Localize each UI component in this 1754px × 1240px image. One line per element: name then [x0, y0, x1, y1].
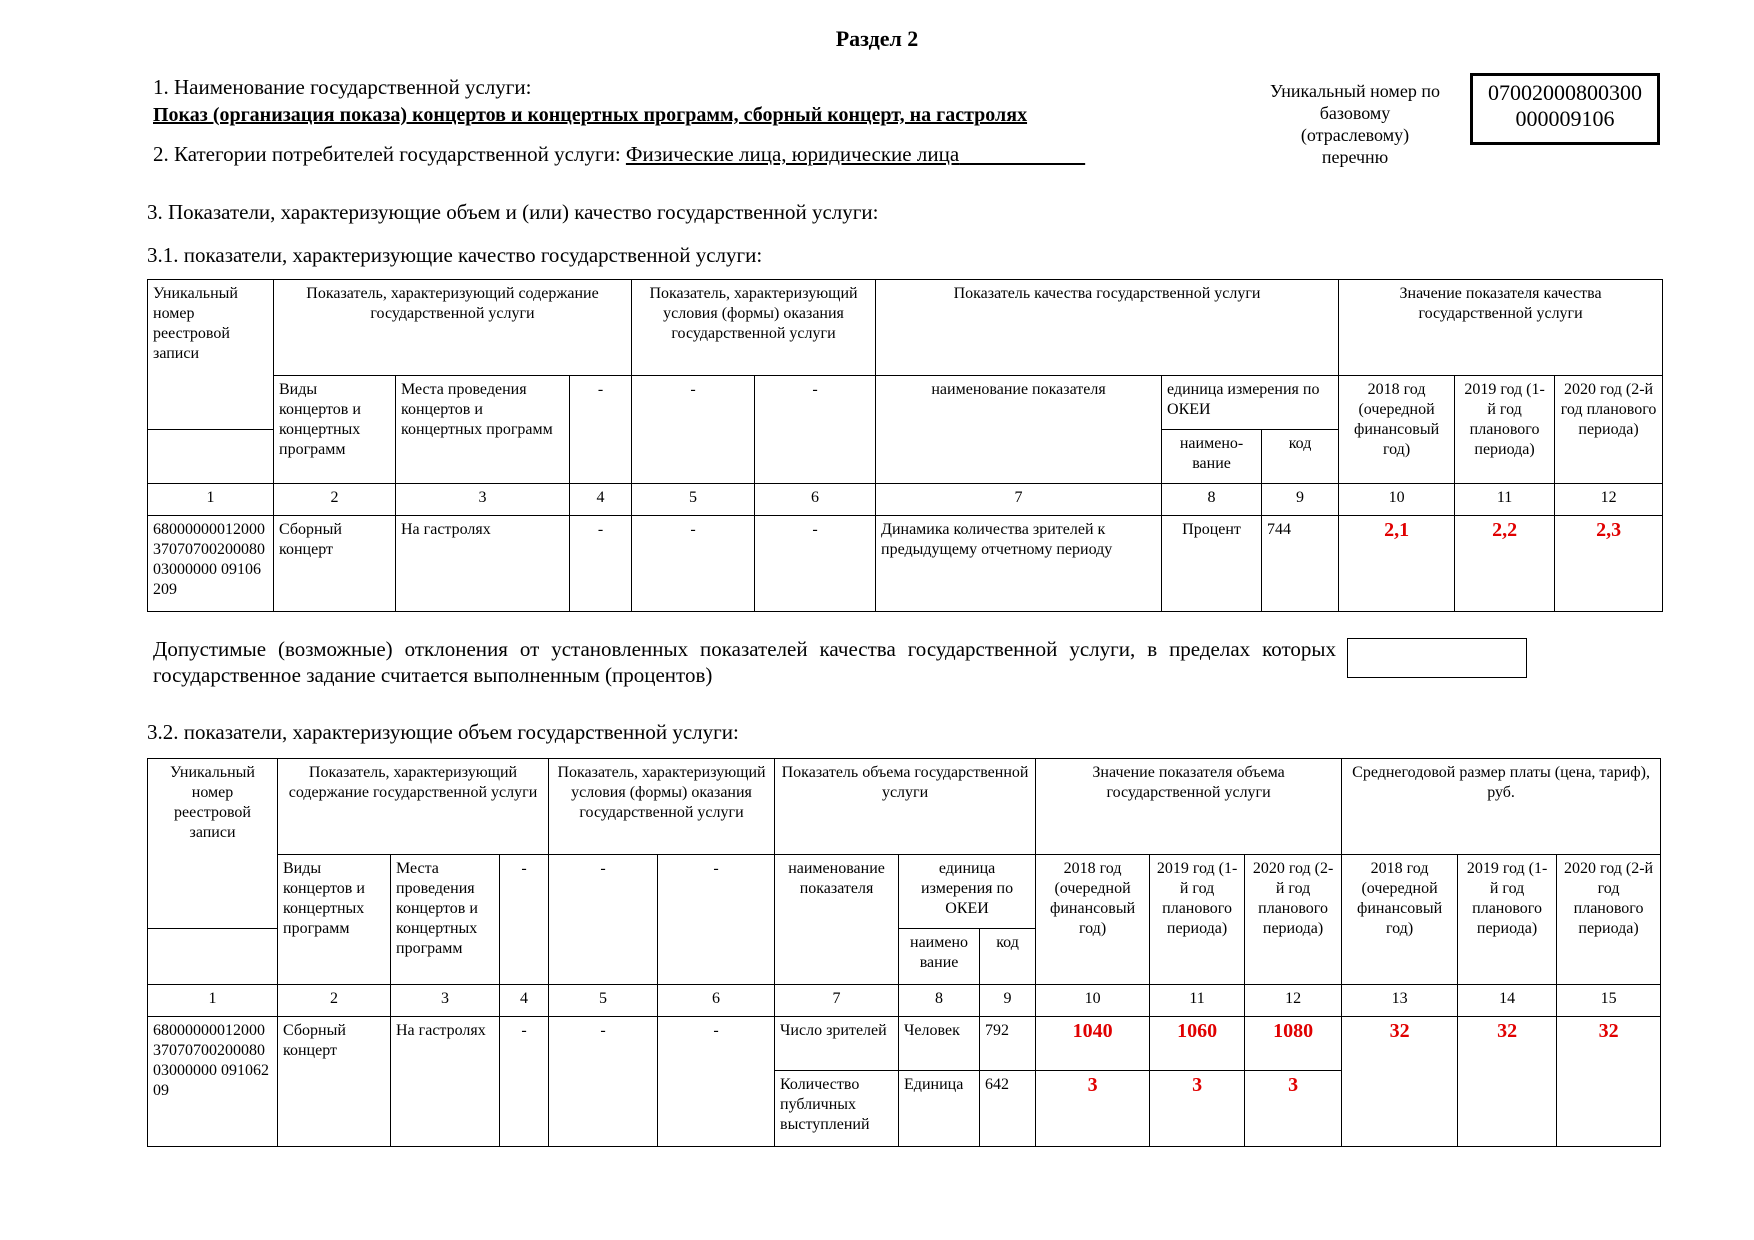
v-column-numbers	[148, 985, 1661, 1017]
q-colnum-12: 12	[1555, 484, 1663, 516]
v-sub-2020: 2020 год (2-й год планового периода)	[1245, 855, 1342, 985]
item2-label: 2. Категории потребителей государственной услуги:	[153, 142, 621, 166]
v-sub-price-2018: 2018 год (очередной финансовый год)	[1342, 855, 1458, 985]
v-colnum-13: 13	[1342, 985, 1458, 1017]
item32-label: 3.2. показатели, характеризующие объем государственной услуги:	[147, 720, 739, 744]
q-sub-dash4: -	[570, 376, 632, 484]
q-sub-indicator-name: наименование показателя	[876, 376, 1162, 484]
v-header-volume: Показатель объема государственной услуги	[775, 759, 1036, 855]
v-sub-price-2020: 2020 год (2-й год планового периода)	[1557, 855, 1661, 985]
v-row-ind1-code: 792	[980, 1017, 1036, 1071]
q-colnum-9: 9	[1262, 484, 1339, 516]
v-row-ind1-v2018: 1040	[1036, 1017, 1150, 1071]
q-unique-continued	[148, 430, 274, 484]
deviation-value-box	[1347, 638, 1527, 678]
v-row-p2018: 32	[1342, 1017, 1458, 1147]
q-sub-dash6: -	[755, 376, 876, 484]
v-header-conditions: Показатель, характеризующий условия (формы) оказания государственной услуги	[549, 759, 775, 855]
v-colnum-7: 7	[775, 985, 899, 1017]
v-colnum-5: 5	[549, 985, 658, 1017]
v-colnum-3: 3	[391, 985, 500, 1017]
v-row-ind2-v2019: 3	[1150, 1071, 1245, 1147]
q-row-v2018: 2,1	[1339, 516, 1455, 612]
q-colnum-11: 11	[1455, 484, 1555, 516]
q-row-c5: -	[632, 516, 755, 612]
v-header-value: Значение показателя объема государственной услуги	[1036, 759, 1342, 855]
q-sub-dash5: -	[632, 376, 755, 484]
v-sub-dash6: -	[658, 855, 775, 985]
v-table-row	[148, 1017, 1661, 1071]
v-colnum-1: 1	[148, 985, 278, 1017]
v-sub-unit-code: код	[980, 929, 1036, 985]
v-sub-indicator-name: наименование показателя	[775, 855, 899, 985]
q-sub-unit-code: код	[1262, 430, 1339, 484]
v-sub-kinds: Виды концертов и концертных программ	[278, 855, 391, 985]
v-colnum-14: 14	[1458, 985, 1557, 1017]
q-row-c4: -	[570, 516, 632, 612]
v-colnum-4: 4	[500, 985, 549, 1017]
deviation-text: Допустимые (возможные) отклонения от установленных показателей качества государственной услуги, в пределах которых государственное задание считается выполненным (процентов)	[153, 637, 1336, 687]
v-header-content: Показатель, характеризующий содержание государственной услуги	[278, 759, 549, 855]
v-row-ind2-unit: Единица	[899, 1071, 980, 1147]
q-row-place: На гастролях	[396, 516, 570, 612]
v-row-ind2-code: 642	[980, 1071, 1036, 1147]
v-colnum-9: 9	[980, 985, 1036, 1017]
v-row-unique: 680000000120003707070020008003000000 09106209	[148, 1017, 278, 1147]
volume-table	[147, 758, 1661, 1147]
v-row-ind2-v2020: 3	[1245, 1071, 1342, 1147]
service-name: Показ (организация показа) концертов и концертных программ, сборный концерт, на гастролях	[153, 104, 1028, 126]
q-row-unit-name: Процент	[1162, 516, 1262, 612]
v-colnum-8: 8	[899, 985, 980, 1017]
section-title: Раздел 2	[835, 26, 919, 51]
v-row-c4: -	[500, 1017, 549, 1147]
q-colnum-8: 8	[1162, 484, 1262, 516]
q-colnum-3: 3	[396, 484, 570, 516]
v-row-ind1-name: Число зрителей	[775, 1017, 899, 1071]
quality-table	[147, 279, 1663, 612]
consumers-value: Физические лица, юридические лица	[625, 142, 960, 166]
v-sub-unit: единица измерения по ОКЕИ	[899, 855, 1036, 929]
q-header-conditions: Показатель, характеризующий условия (формы) оказания государственной услуги	[632, 280, 876, 376]
v-sub-dash5: -	[549, 855, 658, 985]
v-colnum-2: 2	[278, 985, 391, 1017]
v-sub-places: Места проведения концертов и концертных программ	[391, 855, 500, 985]
v-row-ind2-v2018: 3	[1036, 1071, 1150, 1147]
v-colnum-11: 11	[1150, 985, 1245, 1017]
q-sub-2018: 2018 год (очередной финансовый год)	[1339, 376, 1455, 484]
q-row-v2020: 2,3	[1555, 516, 1663, 612]
q-colnum-4: 4	[570, 484, 632, 516]
v-sub-price-2019: 2019 год (1-й год планового периода)	[1458, 855, 1557, 985]
v-row-place: На гастролях	[391, 1017, 500, 1147]
v-colnum-10: 10	[1036, 985, 1150, 1017]
q-sub-places: Места проведения концертов и концертных программ	[396, 376, 570, 484]
registry-number-box: 07002000800300 000009106	[1470, 73, 1660, 145]
v-colnum-12: 12	[1245, 985, 1342, 1017]
v-row-p2019: 32	[1458, 1017, 1557, 1147]
q-sub-kinds: Виды концертов и концертных программ	[274, 376, 396, 484]
v-row-kind: Сборный концерт	[278, 1017, 391, 1147]
v-row-ind1-v2019: 1060	[1150, 1017, 1245, 1071]
v-row-ind1-unit: Человек	[899, 1017, 980, 1071]
q-header-unique: Уникальный номер реестровой записи	[148, 280, 274, 430]
v-colnum-15: 15	[1557, 985, 1661, 1017]
q-sub-2019: 2019 год (1-й год планового периода)	[1455, 376, 1555, 484]
q-row-kind: Сборный концерт	[274, 516, 396, 612]
registry-label: Уникальный номер по базовому (отраслевому) перечню	[1270, 81, 1440, 167]
v-sub-dash4: -	[500, 855, 549, 985]
q-colnum-2: 2	[274, 484, 396, 516]
q-header-content: Показатель, характеризующий содержание государственной услуги	[274, 280, 632, 376]
q-header-quality: Показатель качества государственной услуги	[876, 280, 1339, 376]
q-header-value: Значение показателя качества государственной услуги	[1339, 280, 1663, 376]
consumers-fill-line	[959, 142, 1085, 166]
q-colnum-7: 7	[876, 484, 1162, 516]
q-sub-unit-name: наимено-вание	[1162, 430, 1262, 484]
v-header-unique: Уникальный номер реестровой записи	[148, 759, 278, 929]
v-header-price: Среднегодовой размер платы (цена, тариф), руб.	[1342, 759, 1661, 855]
q-sub-2020: 2020 год (2-й год планового периода)	[1555, 376, 1663, 484]
v-row-c6: -	[658, 1017, 775, 1147]
q-column-numbers	[148, 484, 1663, 516]
q-colnum-10: 10	[1339, 484, 1455, 516]
q-colnum-1: 1	[148, 484, 274, 516]
v-unique-continued	[148, 929, 278, 985]
item31-label: 3.1. показатели, характеризующие качество государственной услуги:	[147, 243, 763, 267]
q-colnum-6: 6	[755, 484, 876, 516]
v-sub-unit-name: наимено вание	[899, 929, 980, 985]
v-row-ind1-v2020: 1080	[1245, 1017, 1342, 1071]
item2-row	[153, 142, 1085, 167]
v-colnum-6: 6	[658, 985, 775, 1017]
q-row-indicator: Динамика количества зрителей к предыдущему отчетному периоду	[876, 516, 1162, 612]
q-colnum-5: 5	[632, 484, 755, 516]
q-table-row	[148, 516, 1663, 612]
item1-label: 1. Наименование государственной услуги:	[153, 75, 532, 99]
v-row-c5: -	[549, 1017, 658, 1147]
q-row-unit-code: 744	[1262, 516, 1339, 612]
v-sub-2018: 2018 год (очередной финансовый год)	[1036, 855, 1150, 985]
q-row-c6: -	[755, 516, 876, 612]
item3-label: 3. Показатели, характеризующие объем и (или) качество государственной услуги:	[147, 200, 879, 224]
q-sub-unit: единица измерения по ОКЕИ	[1162, 376, 1339, 430]
q-row-unique: 680000000120003707070020008003000000 09106209	[148, 516, 274, 612]
q-row-v2019: 2,2	[1455, 516, 1555, 612]
v-row-ind2-name: Количество публичных выступлений	[775, 1071, 899, 1147]
v-row-p2020: 32	[1557, 1017, 1661, 1147]
v-sub-2019: 2019 год (1-й год планового периода)	[1150, 855, 1245, 985]
